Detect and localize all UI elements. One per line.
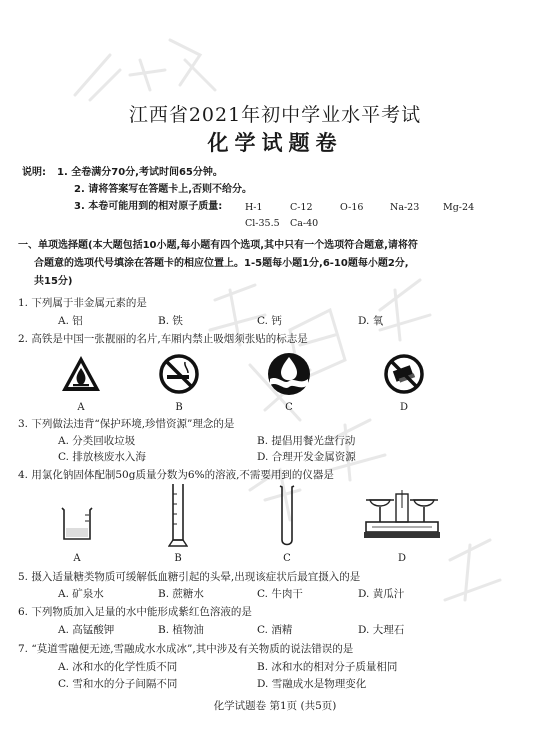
question-stem: 6. 下列物质加入足量的水中能形成紫红色溶液的是 xyxy=(18,606,252,618)
graduated-cylinder-icon xyxy=(168,482,188,548)
section-heading-line: 合题意的选项代号填涂在答题卡的相应位置上。1-5题每小题1分,6-10题每小题2分, xyxy=(34,258,409,269)
note-item: 2. 请将答案写在答题卡上,否则不给分。 xyxy=(74,184,253,195)
option-c: C. 酒精 xyxy=(257,624,293,636)
atomic-mass: Na-23 xyxy=(390,202,420,213)
option-a: A. 分类回收垃圾 xyxy=(58,435,136,447)
flammable-warning-icon xyxy=(60,354,102,394)
section-heading-line: 共15分) xyxy=(34,276,73,287)
no-littering-icon xyxy=(383,353,425,395)
option-a: A. 高锰酸钾 xyxy=(58,624,115,636)
atomic-mass: O-16 xyxy=(340,202,364,213)
section-heading-line: 一、单项选择题(本大题包括10小题,每小题有四个选项,其中只有一个选项符合题意,请将符 xyxy=(18,240,418,251)
option-b: B. 提倡用餐光盘行动 xyxy=(257,435,356,447)
figure-label: B xyxy=(174,553,182,564)
option-b: B. 冰和水的相对分子质量相同 xyxy=(257,661,398,673)
option-d: D. 黄瓜汁 xyxy=(358,588,405,600)
option-a: A. 冰和水的化学性质不同 xyxy=(58,661,178,673)
atomic-mass: C-12 xyxy=(290,202,313,213)
option-c: C. 钙 xyxy=(257,315,282,327)
figure-label: B xyxy=(175,402,183,413)
figure-label: C xyxy=(285,402,293,413)
option-c: C. 雪和水的分子间隔不同 xyxy=(58,678,178,690)
figure-label: D xyxy=(397,553,407,564)
atomic-mass: H-1 xyxy=(245,202,263,213)
figure-label: C xyxy=(283,553,291,564)
no-smoking-icon xyxy=(158,353,200,395)
question-stem: 4. 用氯化钠固体配制50g质量分数为6%的溶液,不需要用到的仪器是 xyxy=(18,469,334,481)
option-d: D. 大理石 xyxy=(358,624,405,636)
atomic-mass: Cl-35.5 xyxy=(245,218,280,229)
question-stem: 2. 高铁是中国一张靓丽的名片,车厢内禁止吸烟须张贴的标志是 xyxy=(18,333,308,345)
question-stem: 7. “莫道雪融便无迹,雪融成水水成冰”,其中涉及有关物质的说法错误的是 xyxy=(18,643,354,655)
notes-label: 说明: xyxy=(22,167,46,178)
question-stem: 1. 下列属于非金属元素的是 xyxy=(18,297,147,309)
atomic-mass: Mg-24 xyxy=(443,202,475,213)
test-tube-icon xyxy=(278,484,296,548)
option-b: B. 蔗糖水 xyxy=(158,588,204,600)
option-d: D. 氧 xyxy=(358,315,384,327)
question-stem: 5. 摄入适量糖类物质可缓解低血糖引起的头晕,出现该症状后最宜摄入的是 xyxy=(18,571,361,583)
page-footer: 化学试题卷 第1页 (共5页) xyxy=(213,700,337,712)
atomic-mass: Ca-40 xyxy=(290,218,319,229)
option-d: D. 合理开发金属资源 xyxy=(257,451,356,463)
exam-subtitle: 化学试题卷 xyxy=(207,131,343,155)
note-item: 3. 本卷可能用到的相对原子质量: xyxy=(74,201,223,212)
option-b: B. 植物油 xyxy=(158,624,204,636)
beaker-icon xyxy=(58,506,96,542)
balance-scale-icon xyxy=(362,488,442,544)
option-c: C. 排放核废水入海 xyxy=(58,451,146,463)
figure-label: A xyxy=(77,402,85,413)
question-stem: 3. 下列做法违背“保护环境,珍惜资源”理念的是 xyxy=(18,418,235,430)
water-saving-icon xyxy=(266,351,312,397)
figure-label: D xyxy=(399,402,409,413)
option-a: A. 铝 xyxy=(58,315,83,327)
option-b: B. 铁 xyxy=(158,315,183,327)
option-a: A. 矿泉水 xyxy=(58,588,104,600)
option-c: C. 牛肉干 xyxy=(257,588,303,600)
option-d: D. 雪融成水是物理变化 xyxy=(257,678,367,690)
figure-label: A xyxy=(73,553,81,564)
note-item: 1. 全卷满分70分,考试时间65分钟。 xyxy=(57,167,223,178)
exam-title: 江西省2021年初中学业水平考试 xyxy=(128,104,422,126)
